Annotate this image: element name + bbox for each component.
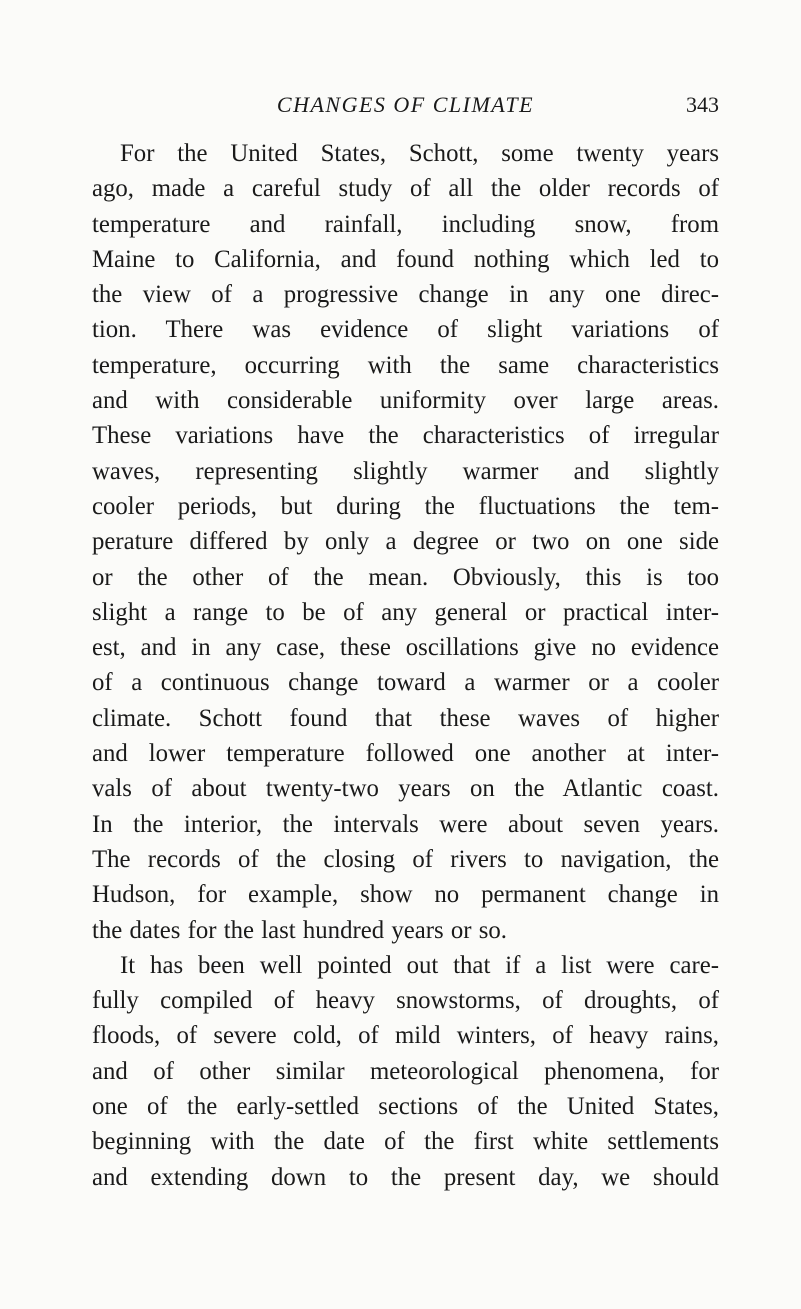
text-line: It has been well pointed out that if a list were care- xyxy=(120,951,719,979)
text-line: Maine to California, and found nothing which led to xyxy=(92,245,719,273)
text-line: of a continuous change toward a warmer or a cooler xyxy=(92,669,719,697)
text-line: and lower temperature followed one another at inter- xyxy=(92,740,719,768)
text-line: tion. There was evidence of slight variations of xyxy=(92,316,719,344)
page-header xyxy=(92,92,719,122)
text-line: fully compiled of heavy snowstorms, of droughts, of xyxy=(92,987,719,1015)
page-number: 343 xyxy=(686,92,719,117)
text-line: waves, representing slightly warmer and slightly xyxy=(92,457,719,485)
text-line: In the interior, the intervals were about seven years. xyxy=(92,810,719,838)
text-line: The records of the closing of rivers to navigation, the xyxy=(92,845,719,873)
text-line: and with considerable uniformity over large areas. xyxy=(92,387,719,415)
text-line: perature differed by only a degree or two on one side xyxy=(92,528,719,556)
text-line: floods, of severe cold, of mild winters, of heavy rains, xyxy=(92,1022,719,1050)
text-line: slight a range to be of any general or practical inter- xyxy=(92,598,719,626)
text-line: one of the early-settled sections of the United States, xyxy=(92,1093,719,1121)
text-line: the dates for the last hundred years or so. xyxy=(92,916,507,944)
text-line: temperature and rainfall, including snow, from xyxy=(92,210,719,238)
body-text xyxy=(92,136,719,1195)
text-line: These variations have the characteristics of irregular xyxy=(92,422,719,450)
book-page xyxy=(0,92,801,1309)
text-line: For the United States, Schott, some twenty years xyxy=(120,140,719,167)
text-line: or the other of the mean. Obviously, this is too xyxy=(92,563,719,591)
text-line: Hudson, for example, show no permanent change in xyxy=(92,881,719,909)
text-line: climate. Schott found that these waves of higher xyxy=(92,704,719,732)
text-line: beginning with the date of the first white settlements xyxy=(92,1128,719,1156)
text-line: and extending down to the present day, we should xyxy=(92,1163,719,1191)
text-line: ago, made a careful study of all the older records of xyxy=(92,175,719,203)
text-line: vals of about twenty-two years on the Atlantic coast. xyxy=(92,775,719,803)
running-head: CHANGES OF CLIMATE xyxy=(276,92,535,117)
text-line: the view of a progressive change in any one direc- xyxy=(92,281,719,309)
text-line: temperature, occurring with the same characteristics xyxy=(92,351,719,379)
text-line: and of other similar meteorological phenomena, for xyxy=(92,1057,719,1085)
text-line: est, and in any case, these oscillations give no evidence xyxy=(92,634,719,662)
text-line: cooler periods, but during the fluctuations the tem- xyxy=(92,492,719,520)
